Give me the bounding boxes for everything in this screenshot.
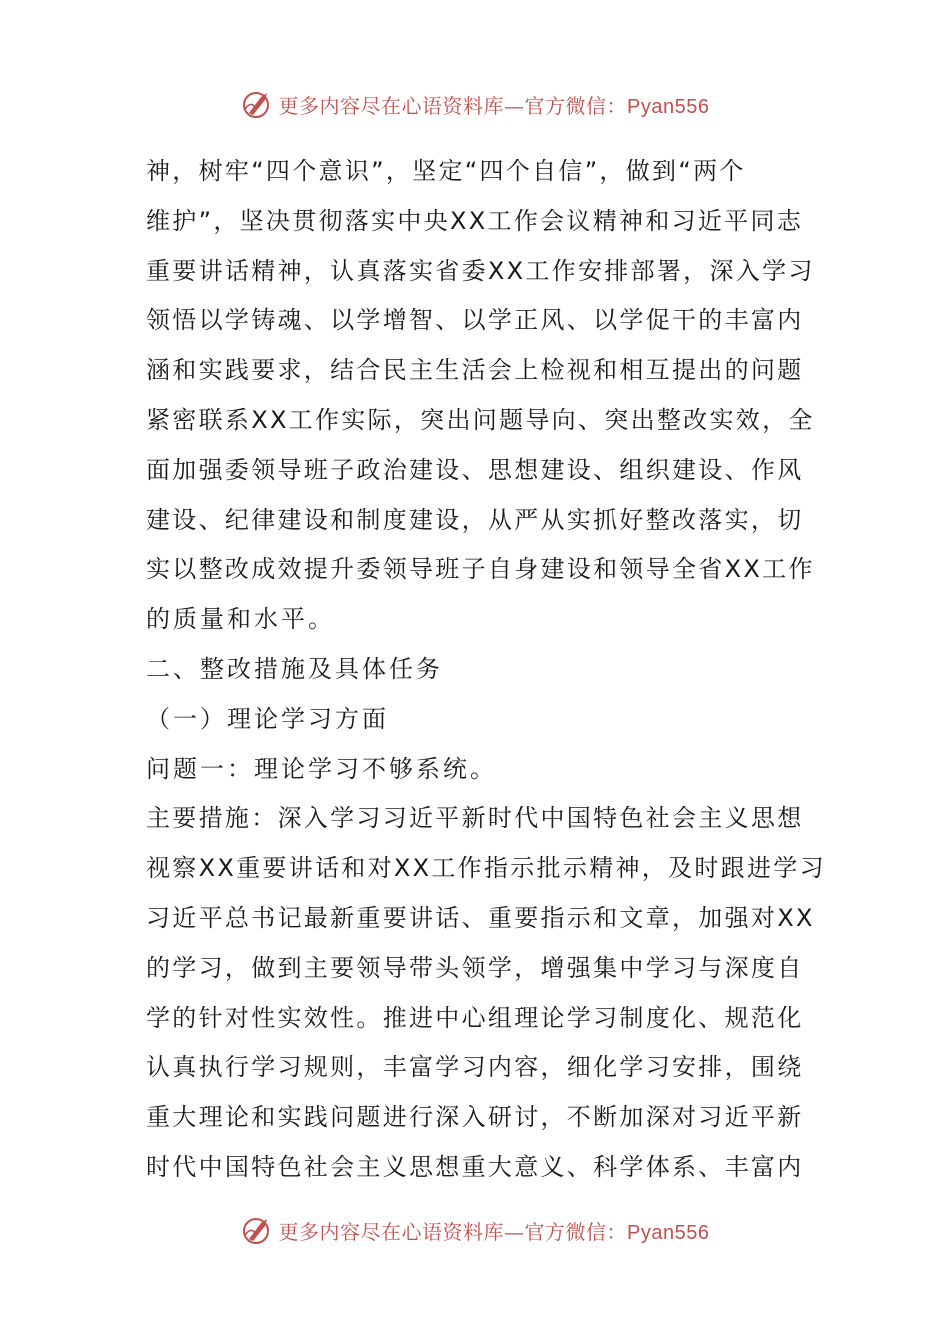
section-heading: 二、整改措施及具体任务: [146, 654, 443, 683]
text-line: 实以整改成效提升委领导班子自身建设和领导全省XX工作: [146, 555, 815, 584]
header-banner: [0, 84, 950, 124]
pen-nib-icon: [241, 87, 275, 121]
text-line: 领悟以学铸魂、以学增智、以学正风、以学促干的丰富内: [146, 306, 804, 335]
text-line: 认真执行学习规则，丰富学习内容，细化学习安排，围绕: [146, 1053, 804, 1082]
text-line: 面加强委领导班子政治建设、思想建设、组织建设、作风: [146, 455, 804, 484]
footer-banner: [0, 1210, 950, 1250]
text-line: 建设、纪律建设和制度建设，从严从实抓好整改落实，切: [146, 505, 804, 534]
banner-wechat: Pyan556: [627, 1221, 710, 1244]
text-line: 视察XX重要讲话和对XX工作指示批示精神，及时跟进学习: [146, 854, 826, 883]
text-line: 神，树牢“四个意识”，坚定“四个自信”，做到“两个: [146, 157, 746, 185]
text-line: 习近平总书记最新重要讲话、重要指示和文章，加强对XX: [146, 903, 815, 932]
text-line: 涵和实践要求，结合民主生活会上检视和相互提出的问题: [146, 356, 804, 385]
text-line: 的学习，做到主要领导带头领学，增强集中学习与深度自: [146, 953, 804, 982]
text-line: 维护”，坚决贯彻落实中央XX工作会议精神和习近平同志: [146, 206, 804, 235]
text-line: 学的针对性实效性。推进中心组理论学习制度化、规范化: [146, 1003, 804, 1032]
text-line: 主要措施：深入学习习近平新时代中国特色社会主义思想: [146, 804, 804, 833]
text-line: 时代中国特色社会主义思想重大意义、科学体系、丰富内: [146, 1152, 804, 1181]
problem-heading: 问题一：理论学习不够系统。: [146, 754, 497, 783]
subsection-heading: （一）理论学习方面: [146, 704, 389, 733]
text-line: 的质量和水平。: [146, 605, 335, 634]
text-line: 重要讲话精神，认真落实省委XX工作安排部署，深入学习: [146, 256, 815, 285]
banner-text: 更多内容尽在心语资料库—官方微信：Pyan556: [278, 93, 710, 118]
text-line: 紧密联系XX工作实际，突出问题导向、突出整改实效，全: [146, 405, 815, 434]
document-body: [146, 147, 826, 1193]
text-line: 重大理论和实践问题进行深入研讨，不断加深对习近平新: [146, 1103, 804, 1132]
banner-text: 更多内容尽在心语资料库—官方微信：Pyan556: [278, 1219, 710, 1244]
banner-wechat: Pyan556: [627, 95, 710, 118]
pen-nib-icon: [241, 1213, 275, 1247]
